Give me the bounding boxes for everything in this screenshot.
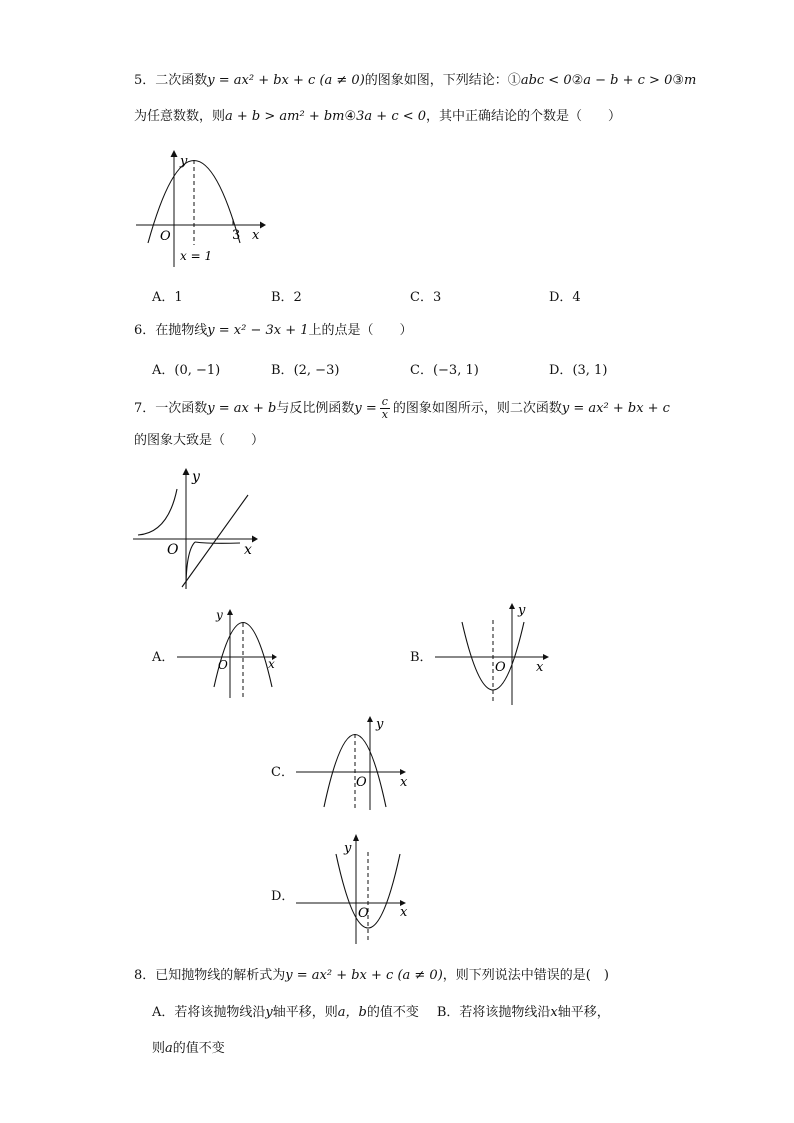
q5-c3-mark: ③ (672, 73, 685, 88)
q7b-origin-label: O (495, 660, 506, 675)
q7-x-label: x (244, 542, 252, 558)
q7-option-d[interactable]: D． (271, 889, 295, 904)
q6-option-c[interactable]: C．(−3, 1) (410, 363, 479, 378)
q8-option-b[interactable]: B．若将该抛物线沿x轴平移， (436, 1005, 610, 1020)
q7-quadratic-function: y = ax² + bx + c (561, 401, 670, 416)
q5-mid: 的图象如图，下列结论： (364, 73, 508, 88)
q6-function: y = x² − 3x + 1 (207, 323, 309, 338)
q8-function: y = ax² + bx + c (a ≠ 0) (285, 968, 443, 983)
q5-line2 (134, 108, 621, 126)
q7-line2: 的图象大致是（ ） (134, 433, 265, 448)
q8-option-b-cont[interactable]: 则a的值不变 (152, 1041, 225, 1056)
q7-option-c-graph[interactable] (292, 712, 417, 812)
q7b-y-label: y (518, 603, 526, 618)
q7a-y-label: y (216, 608, 223, 622)
q7a-origin-label: O (218, 658, 228, 672)
q5-prefix: 5．二次函数 (134, 73, 208, 88)
q5-c2: a − b + c > 0 (583, 73, 673, 88)
q7-fraction-num: c (381, 395, 388, 408)
q7-origin-label: O (167, 542, 179, 558)
q5-line2-b: ，其中正确结论的个数是（ ） (426, 109, 622, 124)
q7-fraction (380, 396, 390, 421)
q5-x-label: x (252, 228, 260, 243)
q8-option-line1 (152, 1004, 610, 1022)
q6-prefix: 6．在抛物线 (134, 323, 208, 338)
q5-x-arrow (260, 222, 266, 229)
q5-c1-mark: ① (507, 73, 521, 88)
q6-stem (134, 322, 413, 340)
q5-option-a[interactable]: A．1 (152, 290, 183, 305)
q7-mid2: 的图象如图所示，则二次函数 (392, 401, 562, 416)
q7-hyperbola-lower-right (186, 542, 240, 589)
q8-stem (134, 967, 609, 985)
q6-option-b[interactable]: B．(2, −3) (271, 363, 340, 378)
q7a-x-label: x (268, 657, 275, 671)
q7c-x-label: x (400, 775, 408, 790)
q7-prefix: 7．一次函数 (134, 401, 208, 416)
q8-suffix: ，则下列说法中错误的是( ) (442, 968, 609, 983)
q8-prefix: 8．已知抛物线的解析式为 (134, 968, 286, 983)
q7-inverse-lhs: y = (354, 401, 377, 416)
q7d-y-arrow (353, 834, 359, 841)
q7b-x-label: x (536, 660, 544, 675)
q7-option-b[interactable]: B． (410, 650, 433, 665)
q7-y-label: y (192, 469, 200, 485)
q5-graph (130, 145, 270, 270)
q7-mid1: 与反比例函数 (276, 401, 355, 416)
q5-c4: 3a + c < 0 (356, 109, 427, 124)
q7-option-a-graph[interactable] (172, 605, 287, 700)
q7-graph (130, 465, 265, 595)
q5-line1 (134, 72, 696, 90)
q7-linear-function: y = ax + b (207, 401, 277, 416)
q7b-y-arrow (509, 603, 515, 609)
q5-c1: abc < 0 (520, 73, 572, 88)
q7-line1 (134, 396, 670, 421)
q5-c4-mark: ④ (344, 109, 357, 124)
q7-option-d-graph[interactable] (292, 830, 417, 948)
q5-y-label: y (180, 154, 188, 169)
q5-function: y = ax² + bx + c (a ≠ 0) (207, 73, 365, 88)
q5-option-b[interactable]: B．2 (271, 290, 302, 305)
q7c-origin-label: O (356, 775, 367, 790)
q7-option-b-graph[interactable] (430, 600, 555, 710)
q7-option-c[interactable]: C． (271, 765, 294, 780)
q5-line2-a: 为任意数数，则 (134, 109, 226, 124)
q7c-y-label: y (376, 717, 384, 732)
q7b-x-arrow (543, 654, 549, 660)
q7d-origin-label: O (358, 906, 369, 921)
q7-option-a[interactable]: A． (152, 650, 175, 665)
q7-line (182, 495, 248, 587)
q7d-y-label: y (344, 841, 352, 856)
q6-option-d[interactable]: D．(3, 1) (549, 363, 608, 378)
q5-option-c[interactable]: C．3 (410, 290, 442, 305)
q7-x-arrow (252, 536, 258, 543)
q7-fraction-den: x (381, 408, 388, 421)
q5-root-label: 3 (232, 228, 241, 243)
q5-c2-mark: ② (571, 73, 584, 88)
q5-origin-label: O (160, 229, 171, 244)
q6-suffix: 上的点是（ ） (308, 323, 413, 338)
q5-c3-var: m (684, 73, 697, 88)
q7a-y-arrow (227, 609, 233, 615)
q8-option-a[interactable]: A．若将该抛物线沿y轴平移，则a，b的值不变 (152, 1005, 419, 1020)
q7c-y-arrow (367, 716, 373, 722)
q5-c3: a + b > am² + bm (225, 109, 345, 124)
q5-y-arrow (171, 150, 178, 157)
q7-hyperbola-upper-left (138, 489, 177, 535)
q7-y-arrow (183, 468, 190, 475)
q6-option-a[interactable]: A．(0, −1) (152, 363, 221, 378)
q7d-x-label: x (400, 905, 408, 920)
q5-option-d[interactable]: D．4 (549, 290, 581, 305)
q5-axis-of-symmetry-label: x = 1 (180, 249, 213, 263)
